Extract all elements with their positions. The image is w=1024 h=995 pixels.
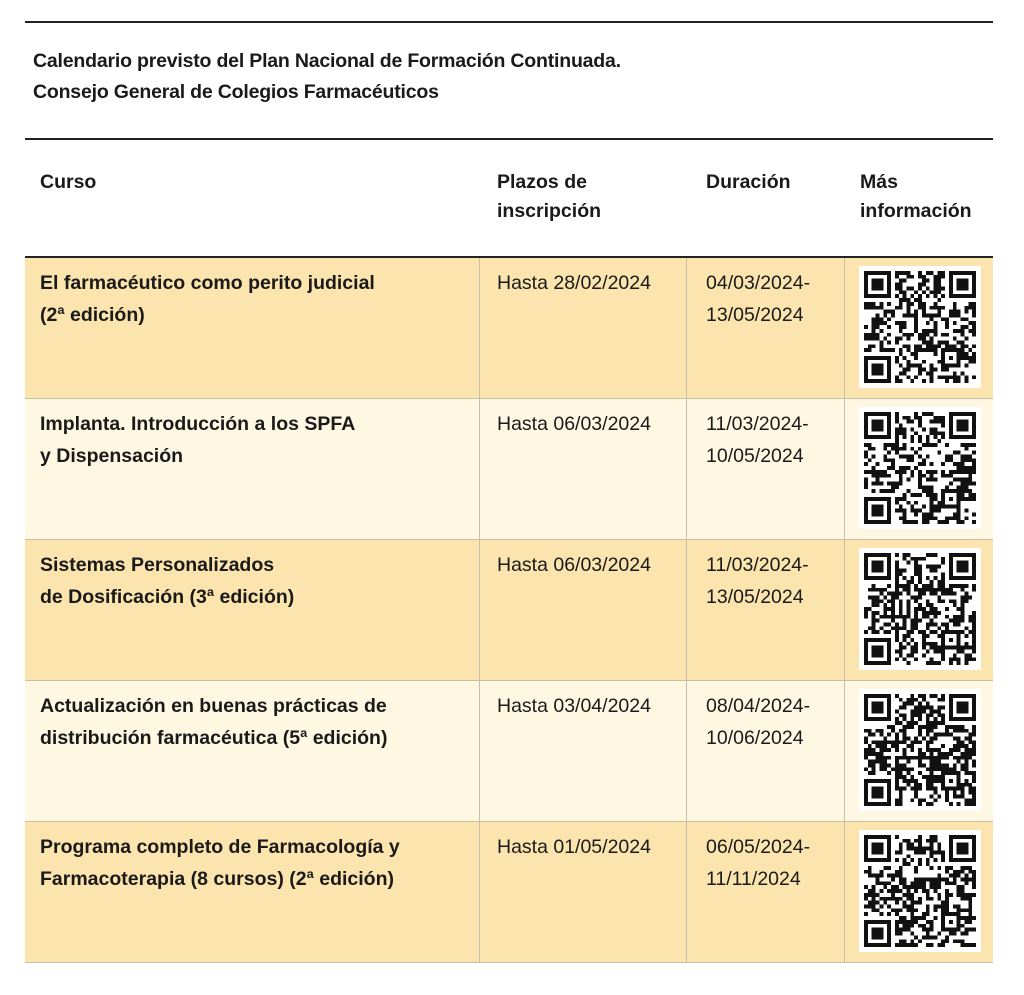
cell-curso <box>25 540 480 680</box>
table-row <box>25 258 993 399</box>
table-header <box>25 140 993 256</box>
cell-mas-informacion <box>845 540 993 680</box>
course-name-line-1: Implanta. Introducción a los SPFA <box>40 413 356 435</box>
duracion-text <box>706 690 810 754</box>
cell-curso <box>25 822 480 962</box>
top-rule <box>25 21 993 23</box>
title-line-2: Consejo General de Colegios Farmacéuticos <box>33 81 439 103</box>
title-line-1: Calendario previsto del Plan Nacional de Formación Continuada. <box>33 50 621 72</box>
header-info-line-1: Más <box>860 171 898 193</box>
duracion-end: 10/05/2024 <box>706 445 804 467</box>
duracion-text <box>706 408 809 472</box>
cell-curso <box>25 258 480 398</box>
plazo-text: Hasta 28/02/2024 <box>497 272 651 294</box>
course-name <box>40 549 294 613</box>
duracion-text <box>706 267 810 331</box>
duracion-text <box>706 831 810 895</box>
qr-code-icon[interactable] <box>859 407 981 529</box>
header-duracion: Duración <box>706 171 791 193</box>
qr-code-icon[interactable] <box>859 830 981 952</box>
duracion-start: 11/03/2024- <box>706 413 809 435</box>
header-plazos-line-1: Plazos de <box>497 171 587 193</box>
header-plazos-line-2: inscripción <box>497 200 602 222</box>
cell-plazo <box>480 822 687 962</box>
qr-code-icon[interactable] <box>859 266 981 388</box>
header-curso: Curso <box>40 171 97 193</box>
qr-code-icon[interactable] <box>859 689 981 811</box>
table-row <box>25 681 993 822</box>
cell-mas-informacion <box>845 681 993 821</box>
cell-duracion <box>687 822 845 962</box>
course-name <box>40 408 355 472</box>
page-title <box>33 46 621 108</box>
plazo-text: Hasta 01/05/2024 <box>497 836 651 858</box>
duracion-end: 13/05/2024 <box>706 586 804 608</box>
duracion-end: 10/06/2024 <box>706 727 804 749</box>
course-name-line-1: Sistemas Personalizados <box>40 554 275 576</box>
cell-duracion <box>687 540 845 680</box>
course-name-line-2: distribución farmacéutica (5ª edición) <box>40 727 388 749</box>
duracion-start: 08/04/2024- <box>706 695 811 717</box>
header-info-line-2: información <box>860 200 972 222</box>
cell-plazo <box>480 399 687 539</box>
duracion-start: 11/03/2024- <box>706 554 809 576</box>
plazo-text: Hasta 06/03/2024 <box>497 554 651 576</box>
course-name-line-2: (2ª edición) <box>40 304 145 326</box>
cell-curso <box>25 681 480 821</box>
plazo-text: Hasta 06/03/2024 <box>497 413 651 435</box>
duracion-end: 13/05/2024 <box>706 304 804 326</box>
course-name <box>40 267 375 331</box>
qr-code-graphic <box>864 835 976 947</box>
course-name-line-2: y Dispensación <box>40 445 184 467</box>
header-mas-informacion <box>860 168 1000 226</box>
cell-curso <box>25 399 480 539</box>
duracion-text <box>706 549 809 613</box>
table-row <box>25 540 993 681</box>
qr-code-icon[interactable] <box>859 548 981 670</box>
course-name <box>40 690 387 754</box>
qr-code-graphic <box>864 553 976 665</box>
course-name-line-1: Actualización en buenas prácticas de <box>40 695 387 717</box>
plazo-text: Hasta 03/04/2024 <box>497 695 651 717</box>
table-body <box>25 258 993 963</box>
cell-mas-informacion <box>845 822 993 962</box>
course-name <box>40 831 400 895</box>
course-name-line-1: El farmacéutico como perito judicial <box>40 272 375 294</box>
duracion-start: 04/03/2024- <box>706 272 811 294</box>
course-name-line-1: Programa completo de Farmacología y <box>40 836 400 858</box>
course-name-line-2: de Dosificación (3ª edición) <box>40 586 295 608</box>
table-row <box>25 822 993 963</box>
cell-duracion <box>687 258 845 398</box>
cell-duracion <box>687 681 845 821</box>
cell-plazo <box>480 681 687 821</box>
cell-plazo <box>480 540 687 680</box>
cell-mas-informacion <box>845 258 993 398</box>
qr-code-graphic <box>864 694 976 806</box>
qr-code-graphic <box>864 271 976 383</box>
qr-code-graphic <box>864 412 976 524</box>
cell-plazo <box>480 258 687 398</box>
header-plazos <box>497 168 667 226</box>
course-name-line-2: Farmacoterapia (8 cursos) (2ª edición) <box>40 868 394 890</box>
cell-duracion <box>687 399 845 539</box>
table-row <box>25 399 993 540</box>
duracion-start: 06/05/2024- <box>706 836 811 858</box>
cell-mas-informacion <box>845 399 993 539</box>
duracion-end: 11/11/2024 <box>706 868 801 890</box>
